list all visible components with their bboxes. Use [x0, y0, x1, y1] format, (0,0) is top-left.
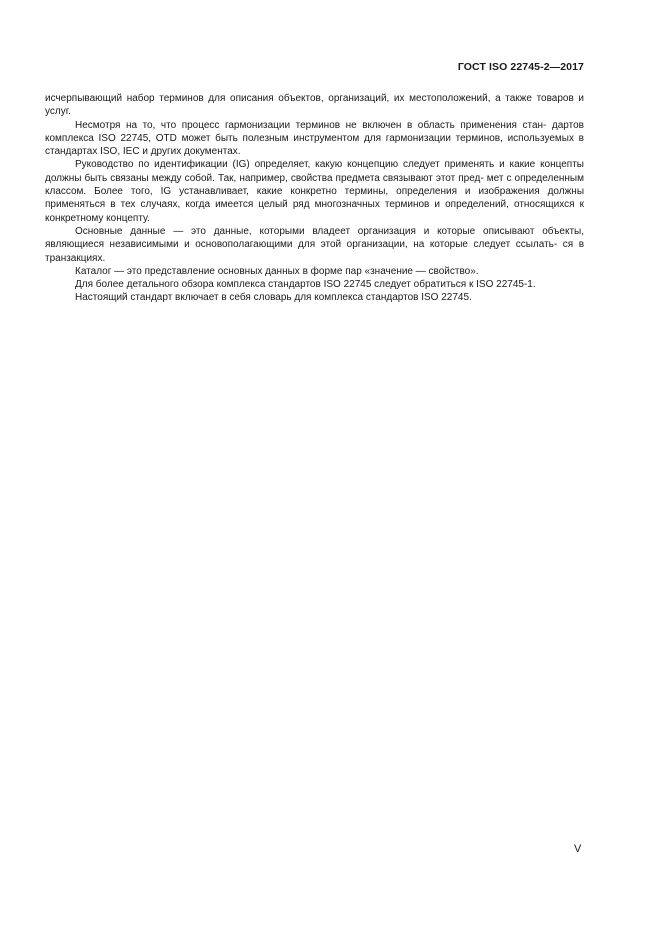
- text-line: концепты должны быть связаны между собой. Так, например, свойства предмета связывают этот пред-: [45, 159, 584, 184]
- document-header: ГОСТ ISO 22745-2—2017: [457, 61, 584, 73]
- text-line: мет с определенным классом. Более того, IG устанавливает, какие конкретно термины, определения и: [45, 172, 584, 198]
- text-line: изображения должны применяться в тех случаях, когда имеется целый ряд многозначных терминов и: [45, 186, 585, 211]
- text-line: Для более детального обзора комплекса стандартов ISO 22745 следует обратиться к ISO 22745-1.: [75, 279, 536, 291]
- paragraph-catalog: [45, 265, 584, 278]
- text-line: ся в транзакциях.: [45, 239, 585, 264]
- text-line: являющиеся независимыми и основополагающими для этой организации, на которые следует ссылать-: [45, 239, 558, 251]
- document-body: [45, 92, 584, 305]
- text-line: Руководство по идентификации (IG) определяет, какую концепцию следует применять и какие: [75, 159, 536, 171]
- paragraph-continuation: [45, 92, 584, 119]
- text-line: исчерпывающий набор терминов для описания объектов, организаций, их местоположений, а также: [45, 93, 532, 104]
- text-line: дартов комплекса ISO 22745, OTD может быть полезным инструментом для гармонизации терминов,: [45, 119, 584, 144]
- paragraph-harmonization: [45, 119, 584, 159]
- text-line: используемых в стандартах ISO, IEC и других документах.: [45, 132, 584, 158]
- text-line: определений, относящихся к конкретному концепту.: [45, 199, 584, 224]
- page-number: V: [574, 843, 582, 855]
- text-line: Основные данные — это данные, которыми владеет организация и которые описывают объекты,: [75, 225, 584, 237]
- paragraph-scope-dictionary: [45, 291, 584, 304]
- paragraph-master-data: [45, 225, 584, 265]
- paragraph-overview-reference: [45, 278, 584, 291]
- text-line: товаров и услуг.: [45, 93, 584, 118]
- paragraph-identification-guide: [45, 158, 584, 224]
- text-line: Несмотря на то, что процесс гармонизации терминов не включен в область применения стан-: [75, 119, 547, 131]
- text-line: Настоящий стандарт включает в себя словарь для комплекса стандартов ISO 22745.: [75, 292, 472, 304]
- text-line: Каталог — это представление основных данных в форме пар «значение — свойство».: [75, 265, 479, 277]
